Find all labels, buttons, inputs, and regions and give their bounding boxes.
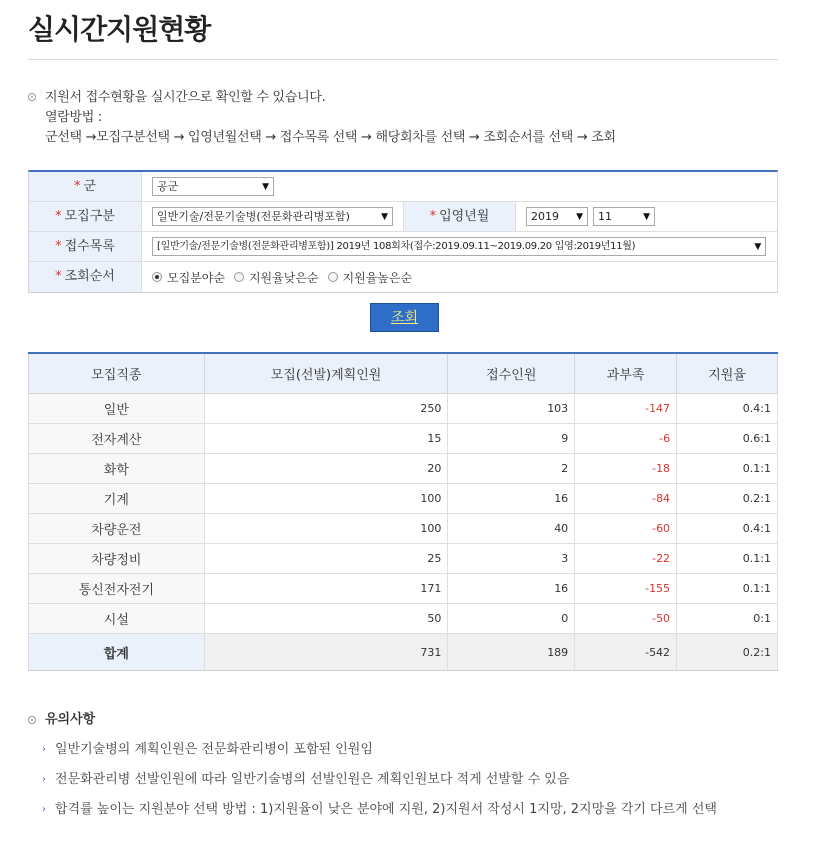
rate-cell: 0.4:1 — [677, 514, 778, 544]
info-line: 군선택 →모집구분선택 → 입영년월선택 → 접수목록 선택 → 해당회차를 선택 → 조회순서를 선택 → 조회 — [45, 130, 616, 145]
category-cell: 통신전자전기 — [29, 574, 205, 604]
diff-cell: -147 — [575, 394, 677, 424]
order-radio-group — [152, 269, 421, 286]
form-row-list — [29, 232, 777, 262]
order-radio-field[interactable]: 모집분야순 — [152, 269, 225, 286]
order-radio-rate-desc[interactable]: 지원율높은순 — [328, 269, 413, 286]
total-label-cell: 합계 — [29, 634, 205, 671]
notes-title: 유의사항 — [28, 710, 717, 730]
total-diff-cell: -542 — [575, 634, 677, 671]
planned-cell: 20 — [204, 454, 448, 484]
circle-bullet-icon — [28, 716, 36, 724]
category-cell: 시설 — [29, 604, 205, 634]
dropdown-arrow-icon: ▼ — [754, 242, 761, 252]
column-header: 모집직종 — [29, 353, 205, 394]
dropdown-arrow-icon: ▼ — [576, 212, 583, 222]
planned-cell: 100 — [204, 484, 448, 514]
total-rate-cell: 0.2:1 — [677, 634, 778, 671]
category-select[interactable]: 일반기술/전문기술병(전문화관리병포함) ▼ — [152, 207, 393, 226]
gun-label: * 군 — [29, 172, 142, 201]
order-radio-rate-asc[interactable]: 지원율낮은순 — [234, 269, 319, 286]
chevron-right-icon: › — [42, 804, 46, 815]
table-row — [29, 604, 778, 634]
note-item: › 일반기술병의 계획인원은 전문화관리병이 포함된 인원임 — [28, 740, 717, 760]
category-cell: 차량운전 — [29, 514, 205, 544]
total-planned-cell: 731 — [204, 634, 448, 671]
radio-icon[interactable] — [234, 272, 244, 282]
diff-cell: -60 — [575, 514, 677, 544]
planned-cell: 50 — [204, 604, 448, 634]
rate-cell: 0.1:1 — [677, 544, 778, 574]
enlist-month-select[interactable]: 11 ▼ — [593, 207, 655, 226]
table-header-row — [29, 353, 778, 394]
info-line: 열람방법 : — [45, 110, 102, 125]
order-label: * 조회순서 — [29, 262, 142, 292]
table-row — [29, 544, 778, 574]
table-row — [29, 424, 778, 454]
total-applied-cell: 189 — [448, 634, 575, 671]
table-row — [29, 394, 778, 424]
applied-cell: 103 — [448, 394, 575, 424]
column-header: 접수인원 — [448, 353, 575, 394]
rate-cell: 0.2:1 — [677, 484, 778, 514]
table-total-row — [29, 634, 778, 671]
column-header: 모집(선발)계획인원 — [204, 353, 448, 394]
title-divider — [28, 59, 778, 60]
note-item: › 전문화관리병 선발인원에 따라 일반기술병의 선발인원은 계획인원보다 적게 선발할 수 있음 — [28, 770, 717, 790]
rate-cell: 0:1 — [677, 604, 778, 634]
info-box — [28, 88, 616, 148]
planned-cell: 171 — [204, 574, 448, 604]
dropdown-arrow-icon: ▼ — [643, 212, 650, 222]
applied-cell: 0 — [448, 604, 575, 634]
chevron-right-icon: › — [42, 744, 46, 755]
applied-cell: 16 — [448, 484, 575, 514]
category-cell: 기계 — [29, 484, 205, 514]
search-form — [28, 170, 778, 293]
category-cell: 전자계산 — [29, 424, 205, 454]
gun-select[interactable]: 공군 ▼ — [152, 177, 274, 196]
planned-cell: 100 — [204, 514, 448, 544]
notes-section — [28, 710, 717, 820]
form-row-gun — [29, 172, 777, 202]
diff-cell: -22 — [575, 544, 677, 574]
rate-cell: 0.1:1 — [677, 574, 778, 604]
diff-cell: -6 — [575, 424, 677, 454]
status-table — [28, 352, 778, 671]
planned-cell: 25 — [204, 544, 448, 574]
applied-cell: 3 — [448, 544, 575, 574]
diff-cell: -84 — [575, 484, 677, 514]
enlist-label: * 입영년월 — [403, 202, 516, 231]
rate-cell: 0.4:1 — [677, 394, 778, 424]
chevron-right-icon: › — [42, 774, 46, 785]
diff-cell: -50 — [575, 604, 677, 634]
applied-cell: 16 — [448, 574, 575, 604]
form-row-category — [29, 202, 777, 232]
dropdown-arrow-icon: ▼ — [381, 212, 388, 222]
list-label: * 접수목록 — [29, 232, 142, 261]
column-header: 과부족 — [575, 353, 677, 394]
table-row — [29, 484, 778, 514]
rate-cell: 0.6:1 — [677, 424, 778, 454]
search-button[interactable]: 조회 — [370, 303, 439, 332]
note-item: › 합격률 높이는 지원분야 선택 방법 : 1)지원율이 낮은 분야에 지원, 2)지원서 작성시 1지망, 2지망을 각기 다르게 선택 — [28, 800, 717, 820]
applied-cell: 9 — [448, 424, 575, 454]
planned-cell: 15 — [204, 424, 448, 454]
enlist-year-select[interactable]: 2019 ▼ — [526, 207, 588, 226]
page-title: 실시간지원현황 — [28, 13, 211, 46]
radio-selected-icon[interactable] — [152, 272, 162, 282]
category-label: * 모집구분 — [29, 202, 142, 231]
rate-cell: 0.1:1 — [677, 454, 778, 484]
diff-cell: -18 — [575, 454, 677, 484]
category-cell: 차량정비 — [29, 544, 205, 574]
column-header: 지원율 — [677, 353, 778, 394]
applied-cell: 2 — [448, 454, 575, 484]
category-cell: 화학 — [29, 454, 205, 484]
category-cell: 일반 — [29, 394, 205, 424]
radio-icon[interactable] — [328, 272, 338, 282]
table-row — [29, 574, 778, 604]
table-row — [29, 514, 778, 544]
circle-bullet-icon — [28, 93, 36, 101]
list-select[interactable]: [일반기술/전문기술병(전문화관리병포함)] 2019년 108회차(접수:2019.09.11~2019.09.20 입영:2019년11월) ▼ — [152, 237, 766, 256]
dropdown-arrow-icon: ▼ — [262, 182, 269, 192]
diff-cell: -155 — [575, 574, 677, 604]
form-row-order — [29, 262, 777, 292]
planned-cell: 250 — [204, 394, 448, 424]
applied-cell: 40 — [448, 514, 575, 544]
table-row — [29, 454, 778, 484]
info-line: 지원서 접수현황을 실시간으로 확인할 수 있습니다. — [45, 90, 326, 105]
